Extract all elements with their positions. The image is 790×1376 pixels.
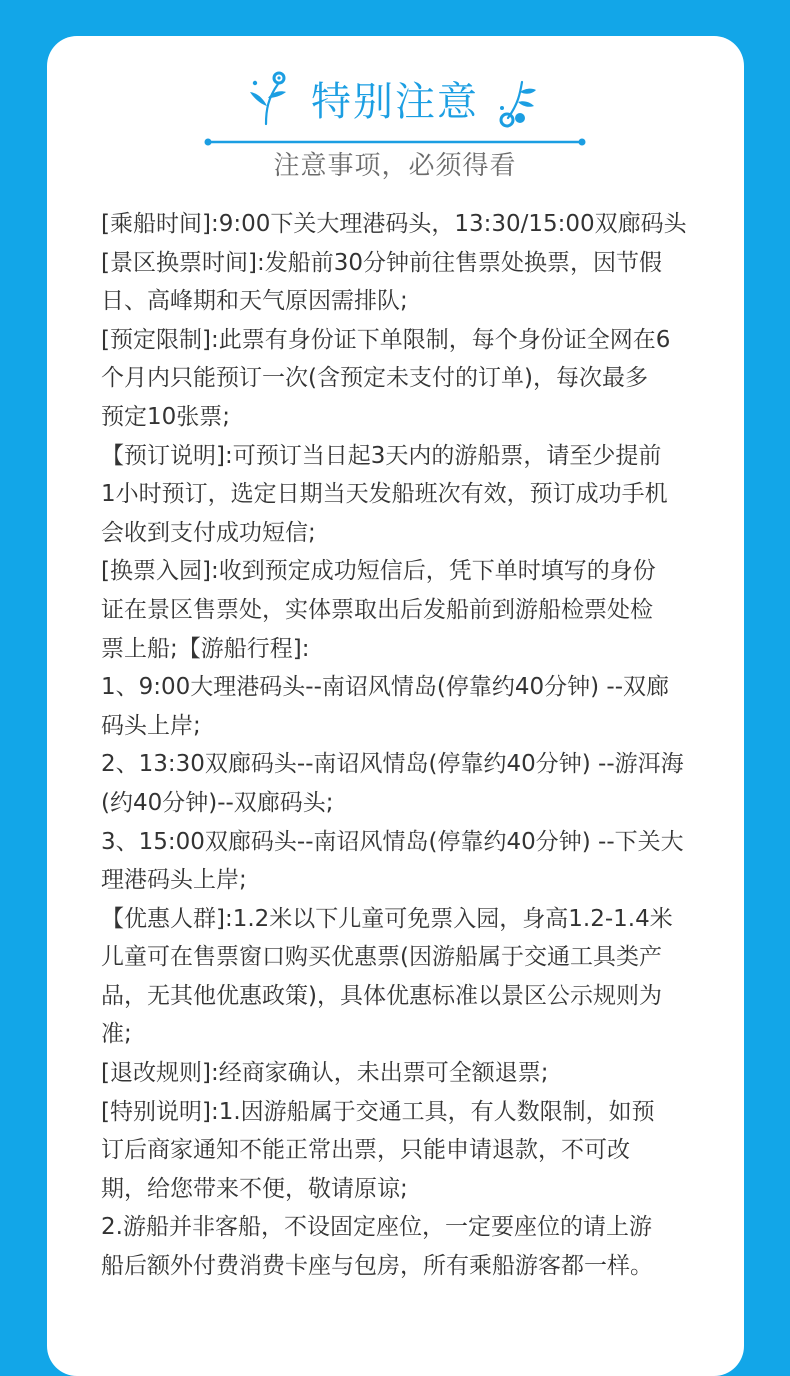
notice-content: [101, 205, 701, 1286]
notice-line: 品，无其他优惠政策)，具体优惠标准以景区公示规则为: [101, 982, 662, 1009]
notice-line: 预定10张票;: [101, 403, 231, 430]
berry-sprig-icon: [496, 78, 540, 130]
notice-line: 1、9:00大理港码头--南诏风情岛(停靠约40分钟) --双廊: [101, 674, 670, 701]
notice-line: 个月内只能预订一次(含预定未支付的订单)，每次最多: [101, 365, 648, 392]
notice-line: [预定限制]:此票有身份证下单限制，每个身份证全网在6: [101, 326, 671, 353]
notice-line: [退改规则]:经商家确认，未出票可全额退票;: [101, 1060, 549, 1087]
notice-line: 儿童可在售票窗口购买优惠票(因游船属于交通工具类产: [101, 944, 662, 971]
notice-line: 3、15:00双廊码头--南诏风情岛(停靠约40分钟) --下关大: [101, 828, 684, 855]
notice-line: [景区换票时间]:发船前30分钟前往售票处换票，因节假: [101, 249, 662, 276]
notice-line: 订后商家通知不能正常出票，只能申请退款，不可改: [101, 1137, 630, 1164]
notice-line: 【优惠人群]:1.2米以下儿童可免票入园，身高1.2-1.4米: [101, 905, 673, 932]
notice-line: (约40分钟)--双廊码头;: [101, 789, 334, 816]
notice-line: 2.游船并非客船，不设固定座位，一定要座位的请上游: [101, 1214, 652, 1241]
notice-line: 期，给您带来不便，敬请原谅;: [101, 1175, 408, 1202]
notice-line: 会收到支付成功短信;: [101, 519, 316, 546]
notice-line: [乘船时间]:9:00下关大理港码头，13:30/15:00双廊码头: [101, 211, 687, 237]
page-subtitle: 注意事项，必须得看: [273, 151, 517, 181]
title-row: [0, 72, 790, 132]
notice-line: 证在景区售票处，实体票取出后发船前到游船检票处检: [101, 596, 653, 623]
notice-line: 【预订说明]:可预订当日起3天内的游船票，请至少提前: [101, 442, 662, 469]
notice-line: 准;: [101, 1021, 132, 1048]
title-divider: [204, 138, 586, 146]
notice-line: 理港码头上岸;: [101, 867, 247, 894]
notice-line: 1小时预订，选定日期当天发船班次有效，预订成功手机: [101, 481, 668, 508]
notice-line: 日、高峰期和天气原因需排队;: [101, 288, 408, 315]
notice-line: [换票入园]:收到预定成功短信后，凭下单时填写的身份: [101, 558, 656, 585]
notice-line: 船后额外付费消费卡座与包房，所有乘船游客都一样。: [101, 1253, 653, 1280]
notice-line: 票上船;【游船行程]:: [101, 635, 310, 662]
notice-line: [特别说明]:1.因游船属于交通工具，有人数限制，如预: [101, 1098, 655, 1125]
notice-line: 2、13:30双廊码头--南诏风情岛(停靠约40分钟) --游洱海: [101, 751, 684, 778]
page-title: 特别注意: [311, 79, 479, 125]
notice-line: 码头上岸;: [101, 712, 201, 739]
